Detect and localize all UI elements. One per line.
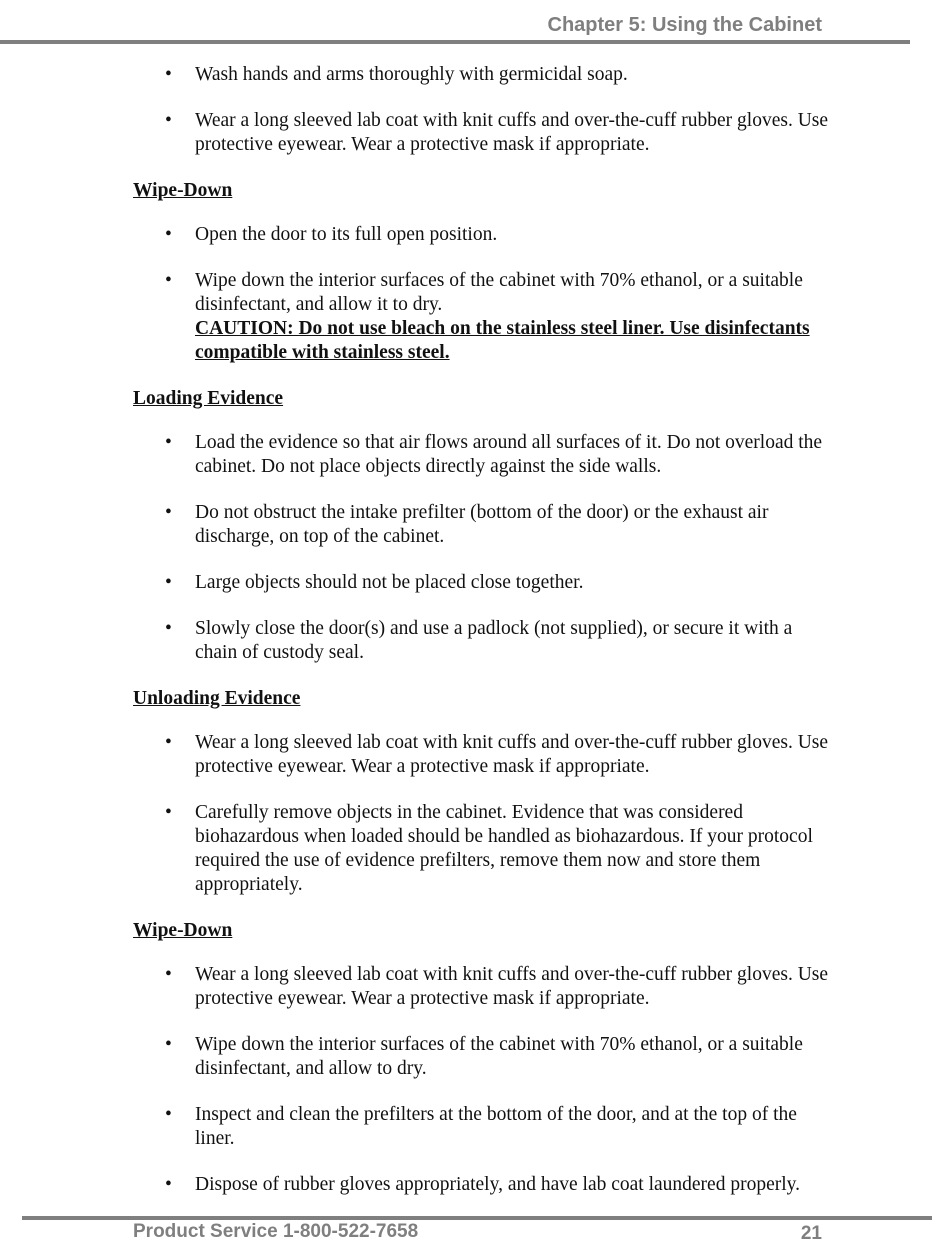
bullet-icon: •	[165, 224, 172, 245]
bullet-icon: •	[165, 1104, 172, 1125]
section-heading-unloading-evidence: Unloading Evidence	[133, 688, 301, 709]
bullet-icon: •	[165, 110, 172, 131]
loading-list	[133, 431, 833, 665]
bullet-icon: •	[165, 270, 172, 291]
list-item: • Dispose of rubber gloves appropriately, and have lab coat laundered properly.	[165, 1174, 801, 1195]
unloading-list	[133, 731, 833, 897]
footer-rule	[22, 1216, 932, 1220]
list-item: • Do not obstruct the intake prefilter (bottom of the door) or the exhaust air discharge, on top of the cabinet.	[165, 502, 769, 547]
wipe-down-list	[133, 963, 833, 1197]
list-item: • Wash hands and arms thoroughly with germicidal soap.	[165, 64, 628, 85]
list-item: • Large objects should not be placed close together.	[165, 572, 584, 593]
prep-list	[133, 63, 833, 157]
bullet-icon: •	[165, 64, 172, 85]
bullet-icon: •	[165, 432, 172, 453]
bullet-icon: •	[165, 1034, 172, 1055]
running-header: Chapter 5: Using the Cabinet	[547, 14, 822, 36]
bullet-icon: •	[165, 964, 172, 985]
list-item: • Wear a long sleeved lab coat with knit cuffs and over-the-cuff rubber gloves. Use protective eyewear. Wear a protective mask if appropriate.	[165, 732, 829, 777]
list-item: • Slowly close the door(s) and use a padlock (not supplied), or secure it with a chain of custody seal.	[165, 618, 793, 663]
list-item: • Open the door to its full open position.	[165, 224, 498, 245]
list-item: • Wear a long sleeved lab coat with knit cuffs and over-the-cuff rubber gloves. Use protective eyewear. Wear a protective mask if appropriate.	[165, 964, 829, 1009]
bullet-icon: •	[165, 502, 172, 523]
caution-note: CAUTION: Do not use bleach on the stainless steel liner. Use disinfectants compatible with stainless steel.	[195, 318, 810, 363]
page-number: 21	[800, 1223, 822, 1244]
list-item: • Wipe down the interior surfaces of the cabinet with 70% ethanol, or a suitable disinfectant, and allow to dry.	[165, 1034, 803, 1079]
list-item: • Carefully remove objects in the cabinet. Evidence that was considered biohazardous when loaded should be handled as biohazardous. If your protocol required the use of evidence prefilters, remove them now and store them appropriately.	[165, 802, 813, 895]
bullet-icon: •	[165, 732, 172, 753]
list-item: • Inspect and clean the prefilters at the bottom of the door, and at the top of the liner.	[165, 1104, 797, 1149]
list-item: • Wear a long sleeved lab coat with knit cuffs and over-the-cuff rubber gloves. Use protective eyewear. Wear a protective mask if appropriate.	[165, 110, 829, 155]
bullet-icon: •	[165, 618, 172, 639]
section-heading-wipe-down: Wipe-Down	[133, 180, 233, 201]
header-rule	[0, 40, 910, 44]
section-heading-loading-evidence: Loading Evidence	[133, 388, 284, 409]
footer-service-number: Product Service 1-800-522-7658	[133, 1221, 419, 1242]
bullet-icon: •	[165, 802, 172, 823]
wipe-down-list	[133, 223, 833, 365]
page-body	[133, 63, 833, 1219]
bullet-icon: •	[165, 572, 172, 593]
list-item: • Load the evidence so that air flows around all surfaces of it. Do not overload the cabinet. Do not place objects directly against the side walls.	[165, 432, 823, 477]
bullet-icon: •	[165, 1174, 172, 1195]
section-heading-wipe-down: Wipe-Down	[133, 920, 233, 941]
list-item: • Wipe down the interior surfaces of the cabinet with 70% ethanol, or a suitable disinfectant, and allow it to dry. CAUTION: Do not use bleach on the stainless steel liner. Use disinfectants compatible with stainless steel.	[133, 269, 833, 365]
